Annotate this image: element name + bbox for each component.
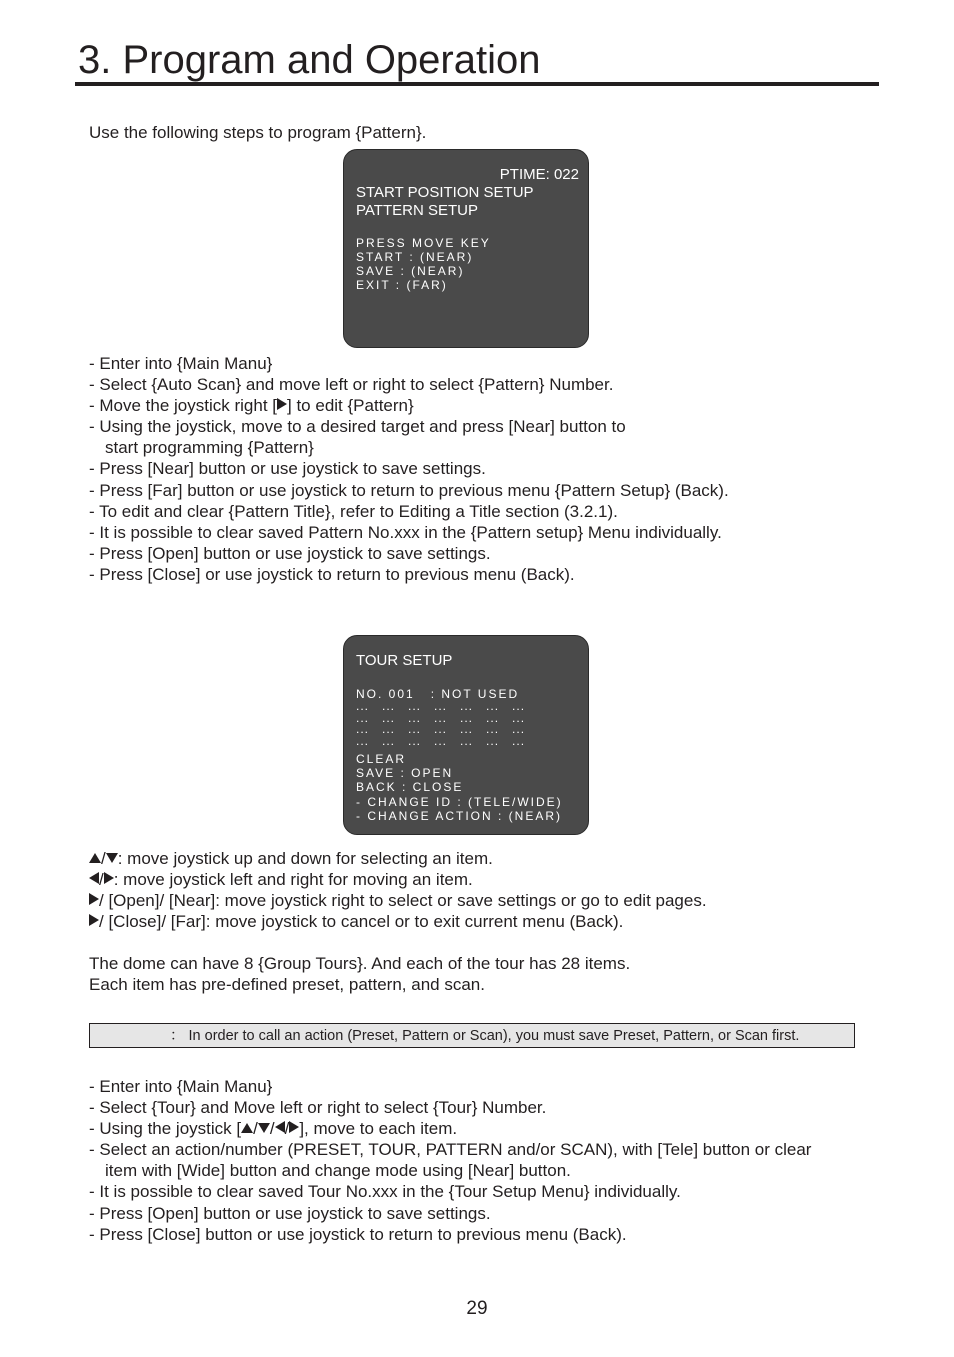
key-hint: START : (NEAR) (356, 250, 474, 264)
down-arrow-icon (106, 853, 118, 863)
list-item: - Select {Auto Scan} and move left or right to select {Pattern} Number. (89, 375, 614, 395)
tour-entry: NO. 001 : NOT USED (356, 687, 520, 701)
dots-row: ... ... ... ... ... ... ... (356, 722, 526, 737)
list-item: / : move joystick left and right for moving an item. (89, 869, 707, 890)
title-underline (75, 82, 879, 86)
list-item: - Move the joystick right [ ] to edit {Pattern} (89, 396, 414, 416)
pattern-intro: Use the following steps to program {Pattern}. (89, 123, 427, 142)
up-arrow-icon (89, 853, 101, 863)
option-save: SAVE : OPEN (356, 766, 454, 780)
key-hint: PRESS MOVE KEY (356, 236, 491, 250)
dots-row: ... ... ... ... ... ... ... (356, 710, 526, 725)
tour-controls (89, 848, 707, 932)
key-hint: SAVE : (NEAR) (356, 264, 465, 278)
list-item: - Press [Close] button or use joystick to return to previous menu (Back). (89, 1224, 627, 1244)
note-box (89, 1023, 855, 1048)
right-arrow-icon (89, 893, 99, 905)
start-position-setup-label: START POSITION SETUP (356, 184, 534, 201)
tour-steps (89, 1076, 811, 1245)
pattern-setup-label: PATTERN SETUP (356, 202, 478, 219)
option-change-action: - CHANGE ACTION : (NEAR) (356, 809, 563, 823)
option-change-id: - CHANGE ID : (TELE/WIDE) (356, 795, 563, 809)
list-item: - Press [Close] or use joystick to return to previous menu (Back). (89, 564, 575, 584)
ptime-readout: PTIME: 022 (499, 166, 579, 183)
page-number: 29 (466, 1298, 488, 1319)
list-item: - Enter into {Main Manu} (89, 1077, 273, 1096)
tour-item-grid (356, 701, 525, 747)
down-arrow-icon (258, 1123, 270, 1133)
list-item: - Press [Open] button or use joystick to save settings. (89, 1203, 491, 1223)
left-arrow-icon (89, 872, 99, 884)
tour-setup-title: TOUR SETUP (356, 652, 453, 669)
list-item: - Press [Open] button or use joystick to save settings. (89, 543, 491, 563)
page-title: 3. Program and Operation (78, 38, 541, 82)
tour-setup-screen (343, 635, 589, 835)
right-arrow-icon (104, 872, 114, 884)
tour-option-list (356, 752, 563, 823)
dots-row: ... ... ... ... ... ... ... (356, 699, 526, 713)
pattern-steps (89, 353, 729, 585)
dots-row: ... ... ... ... ... ... ... (356, 733, 526, 748)
key-hint: EXIT : (FAR) (356, 278, 448, 292)
pattern-setup-screen (343, 149, 589, 348)
list-item: - Press [Far] button or use joystick to return to previous menu {Pattern Setup} (Back). (89, 480, 729, 500)
up-arrow-icon (241, 1123, 253, 1133)
right-arrow-icon (277, 398, 287, 410)
list-item: - Using the joystick [ / / / ], move to each item. (89, 1119, 458, 1139)
tour-description (89, 953, 630, 995)
list-item: - It is possible to clear saved Pattern No.xxx in the {Pattern setup} Menu individually. (89, 522, 722, 542)
list-item: - To edit and clear {Pattern Title}, refer to Editing a Title section (3.2.1). (89, 501, 618, 521)
list-item: item with [Wide] button and change mode using [Near] button. (105, 1161, 571, 1181)
right-arrow-icon (289, 1121, 299, 1133)
list-item: / : move joystick up and down for selecting an item. (89, 848, 707, 869)
list-item: - Press [Near] button or use joystick to save settings. (89, 459, 486, 479)
note-text: ： In order to call an action (Preset, Pattern or Scan), you must save Preset, Pattern, or Scan first. (170, 1028, 800, 1044)
list-item: / [Close]/ [Far]: move joystick to cancel or to exit current menu (Back). (89, 911, 707, 932)
list-item: start programming {Pattern} (105, 438, 314, 458)
list-item: - It is possible to clear saved Tour No.xxx in the {Tour Setup Menu} individually. (89, 1182, 681, 1202)
list-item: - Select an action/number (PRESET, TOUR, PATTERN and/or SCAN), with [Tele] button or clear (89, 1140, 812, 1160)
list-item: - Using the joystick, move to a desired target and press [Near] button to (89, 417, 626, 437)
list-item: - Enter into {Main Manu} (89, 354, 273, 373)
right-arrow-icon (89, 914, 99, 926)
pattern-key-list (356, 236, 491, 292)
paragraph-line: Each item has pre-defined preset, pattern, and scan. (89, 975, 485, 995)
option-clear: CLEAR (356, 752, 407, 766)
left-arrow-icon (275, 1121, 285, 1133)
paragraph-line: The dome can have 8 {Group Tours}. And each of the tour has 28 items. (89, 954, 631, 973)
option-back: BACK : CLOSE (356, 780, 464, 794)
list-item: / [Open]/ [Near]: move joystick right to select or save settings or go to edit pages. (89, 890, 707, 911)
list-item: - Select {Tour} and Move left or right to select {Tour} Number. (89, 1098, 547, 1118)
